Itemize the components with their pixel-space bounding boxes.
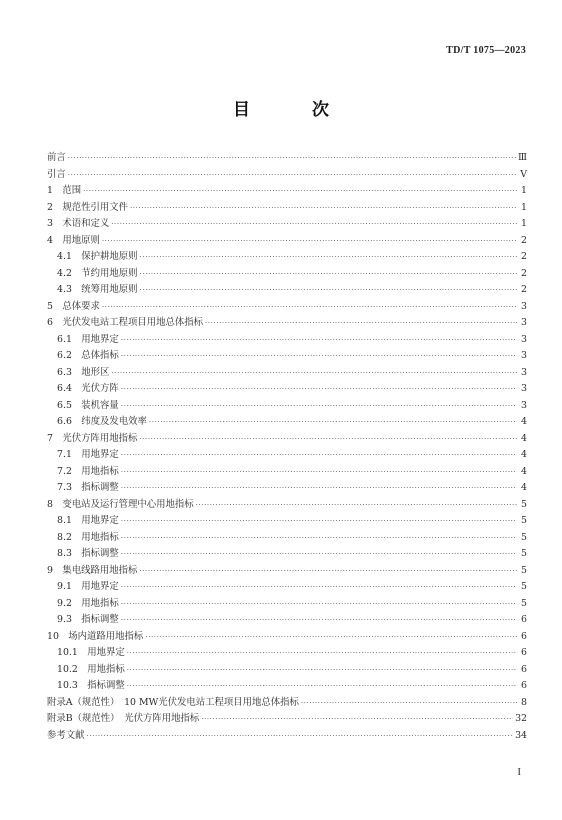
dot-leader <box>121 612 517 629</box>
toc-entry-title: 参考文献 <box>47 729 85 741</box>
toc-entry-page: 4 <box>521 482 527 493</box>
toc-entry[interactable] <box>47 579 527 596</box>
dot-leader <box>130 200 517 217</box>
dot-leader <box>121 596 517 613</box>
dot-leader <box>121 579 517 596</box>
toc-entry-page: 3 <box>521 383 527 394</box>
toc-entry[interactable] <box>47 546 527 563</box>
page-number: I <box>517 766 521 778</box>
dot-leader <box>121 464 517 481</box>
toc-entry-page: 3 <box>521 366 527 378</box>
toc-entry[interactable] <box>47 563 527 580</box>
toc-entry-page: 6 <box>521 614 527 625</box>
toc-entry-title: 7 光伏方阵用地指标 <box>47 432 138 444</box>
dot-leader <box>140 266 517 283</box>
toc-entry-page: 6 <box>521 630 527 642</box>
toc-entry[interactable] <box>47 695 527 712</box>
toc-entry-title: 4.1 保护耕地原则 <box>57 251 138 262</box>
toc-entry-title: 3 术语和定义 <box>47 218 110 229</box>
toc-entry[interactable] <box>47 183 527 200</box>
toc-entry-page: 1 <box>521 185 527 196</box>
dot-leader <box>139 431 517 448</box>
toc-entry-page: Ⅴ <box>520 168 527 180</box>
dot-leader <box>121 348 517 365</box>
toc-entry[interactable] <box>47 348 527 365</box>
toc-entry-title: 8.2 用地指标 <box>57 531 119 543</box>
dot-leader <box>301 695 517 712</box>
toc-entry-title: 前言 <box>47 152 66 163</box>
dot-leader <box>140 249 517 266</box>
toc-entry-page: 8 <box>521 696 527 708</box>
toc-entry-title: 9 集电线路用地指标 <box>47 564 138 576</box>
toc-entry-page: 5 <box>521 498 527 510</box>
dot-leader <box>87 728 514 745</box>
toc-entry[interactable] <box>47 711 527 728</box>
toc-entry-title: 附录A（规范性） 10 MW光伏发电站工程项目用地总体指标 <box>47 696 299 708</box>
toc-entry[interactable] <box>47 645 527 662</box>
toc-entry[interactable] <box>47 365 527 382</box>
toc-entry[interactable] <box>47 200 527 217</box>
toc-entry-page: Ⅲ <box>517 152 527 163</box>
toc-entry-page: 3 <box>521 333 527 345</box>
toc-entry-title: 7.2 用地指标 <box>57 465 119 477</box>
toc-entry-page: 4 <box>521 416 527 427</box>
toc-entry-page: 2 <box>521 234 527 246</box>
toc-entry[interactable] <box>47 150 527 167</box>
toc-entry-page: 32 <box>515 713 527 724</box>
toc-entry-title: 2 规范性引用文件 <box>47 201 128 213</box>
toc-entry[interactable] <box>47 414 527 431</box>
toc-entry[interactable] <box>47 513 527 530</box>
dot-leader <box>121 546 517 563</box>
dot-leader <box>121 480 517 497</box>
toc-entry[interactable] <box>47 678 527 695</box>
toc-entry-title: 7.1 用地界定 <box>57 449 119 460</box>
toc-entry-page: 3 <box>521 350 527 361</box>
toc-entry[interactable] <box>47 282 527 299</box>
toc-entry-page: 4 <box>521 465 527 477</box>
toc-entry-title: 4.3 统筹用地原则 <box>57 284 138 295</box>
table-of-contents <box>47 150 527 744</box>
toc-entry-page: 5 <box>521 597 527 609</box>
dot-leader <box>145 629 517 646</box>
toc-entry[interactable] <box>47 464 527 481</box>
toc-entry-page: 5 <box>521 564 527 576</box>
toc-entry-title: 6.3 地形区 <box>57 366 110 378</box>
toc-entry[interactable] <box>47 431 527 448</box>
toc-entry-title: 5 总体要求 <box>47 300 100 312</box>
toc-entry[interactable] <box>47 266 527 283</box>
toc-entry-title: 10.3 指标调整 <box>57 680 125 691</box>
dot-leader <box>102 233 517 250</box>
toc-entry-page: 5 <box>521 515 527 526</box>
toc-entry-title: 4 用地原则 <box>47 234 100 246</box>
dot-leader <box>121 530 517 547</box>
toc-entry-page: 2 <box>521 284 527 295</box>
dot-leader <box>121 332 517 349</box>
toc-entry-page: 1 <box>521 201 527 213</box>
toc-entry-title: 引言 <box>47 168 66 180</box>
toc-entry-page: 6 <box>521 647 527 658</box>
page-title: 目 次 <box>233 100 357 120</box>
toc-entry-page: 2 <box>521 267 527 279</box>
dot-leader <box>205 315 517 332</box>
dot-leader <box>121 447 517 464</box>
toc-entry[interactable] <box>47 530 527 547</box>
toc-entry-page: 1 <box>521 218 527 229</box>
toc-entry-title: 6.1 用地界定 <box>57 333 119 345</box>
toc-entry[interactable] <box>47 315 527 332</box>
dot-leader <box>140 282 517 299</box>
dot-leader <box>121 398 517 415</box>
toc-entry[interactable] <box>47 167 527 184</box>
toc-entry-page: 5 <box>521 548 527 559</box>
toc-entry-title: 6.5 装机容量 <box>57 399 119 411</box>
toc-entry-page: 2 <box>521 251 527 262</box>
toc-entry-page: 4 <box>521 432 527 444</box>
toc-entry-title: 1 范围 <box>47 185 82 196</box>
dot-leader <box>127 645 517 662</box>
toc-entry-page: 34 <box>515 729 527 741</box>
toc-entry-title: 9.3 指标调整 <box>57 614 119 625</box>
toc-entry-title: 8.3 指标调整 <box>57 548 119 559</box>
toc-entry-title: 10 场内道路用地指标 <box>47 630 144 642</box>
toc-entry-page: 4 <box>521 449 527 460</box>
toc-entry-page: 3 <box>521 399 527 411</box>
toc-entry[interactable] <box>47 480 527 497</box>
toc-entry[interactable] <box>47 497 527 514</box>
toc-entry[interactable] <box>47 662 527 679</box>
toc-entry-title: 10.2 用地指标 <box>57 663 125 675</box>
toc-entry-page: 5 <box>521 531 527 543</box>
toc-entry[interactable] <box>47 332 527 349</box>
toc-entry-title: 6.2 总体指标 <box>57 350 119 361</box>
dot-leader <box>111 216 517 233</box>
toc-entry[interactable] <box>47 249 527 266</box>
document-code: TD/T 1075—2023 <box>446 45 526 56</box>
toc-entry-title: 6.6 纬度及发电效率 <box>57 416 147 427</box>
dot-leader <box>201 711 513 728</box>
toc-entry[interactable] <box>47 728 527 745</box>
toc-entry[interactable] <box>47 398 527 415</box>
toc-entry-page: 3 <box>521 317 527 328</box>
dot-leader <box>121 381 517 398</box>
toc-entry[interactable] <box>47 596 527 613</box>
toc-entry-title: 9.2 用地指标 <box>57 597 119 609</box>
dot-leader <box>68 150 516 167</box>
dot-leader <box>121 513 517 530</box>
dot-leader <box>139 563 517 580</box>
dot-leader <box>111 365 517 382</box>
toc-entry-title: 8.1 用地界定 <box>57 515 119 526</box>
toc-entry[interactable] <box>47 612 527 629</box>
dot-leader <box>68 167 517 184</box>
toc-entry[interactable] <box>47 381 527 398</box>
dot-leader <box>149 414 517 431</box>
toc-entry-title: 8 变电站及运行管理中心用地指标 <box>47 498 194 510</box>
dot-leader <box>127 678 517 695</box>
toc-entry-title: 6 光伏发电站工程项目用地总体指标 <box>47 317 203 328</box>
dot-leader <box>127 662 517 679</box>
toc-entry-page: 6 <box>521 680 527 691</box>
dot-leader <box>196 497 517 514</box>
toc-entry[interactable] <box>47 299 527 316</box>
toc-entry-title: 4.2 节约用地原则 <box>57 267 138 279</box>
toc-entry-title: 9.1 用地界定 <box>57 581 119 592</box>
toc-entry-title: 7.3 指标调整 <box>57 482 119 493</box>
toc-entry[interactable] <box>47 216 527 233</box>
toc-entry[interactable] <box>47 447 527 464</box>
toc-entry-page: 3 <box>521 300 527 312</box>
toc-entry-page: 6 <box>521 663 527 675</box>
toc-entry-title: 10.1 用地界定 <box>57 647 125 658</box>
dot-leader <box>102 299 517 316</box>
toc-entry-page: 5 <box>521 581 527 592</box>
toc-entry[interactable] <box>47 233 527 250</box>
toc-entry-title: 6.4 光伏方阵 <box>57 383 119 394</box>
toc-entry[interactable] <box>47 629 527 646</box>
toc-entry-title: 附录B（规范性） 光伏方阵用地指标 <box>47 713 200 724</box>
dot-leader <box>83 183 517 200</box>
